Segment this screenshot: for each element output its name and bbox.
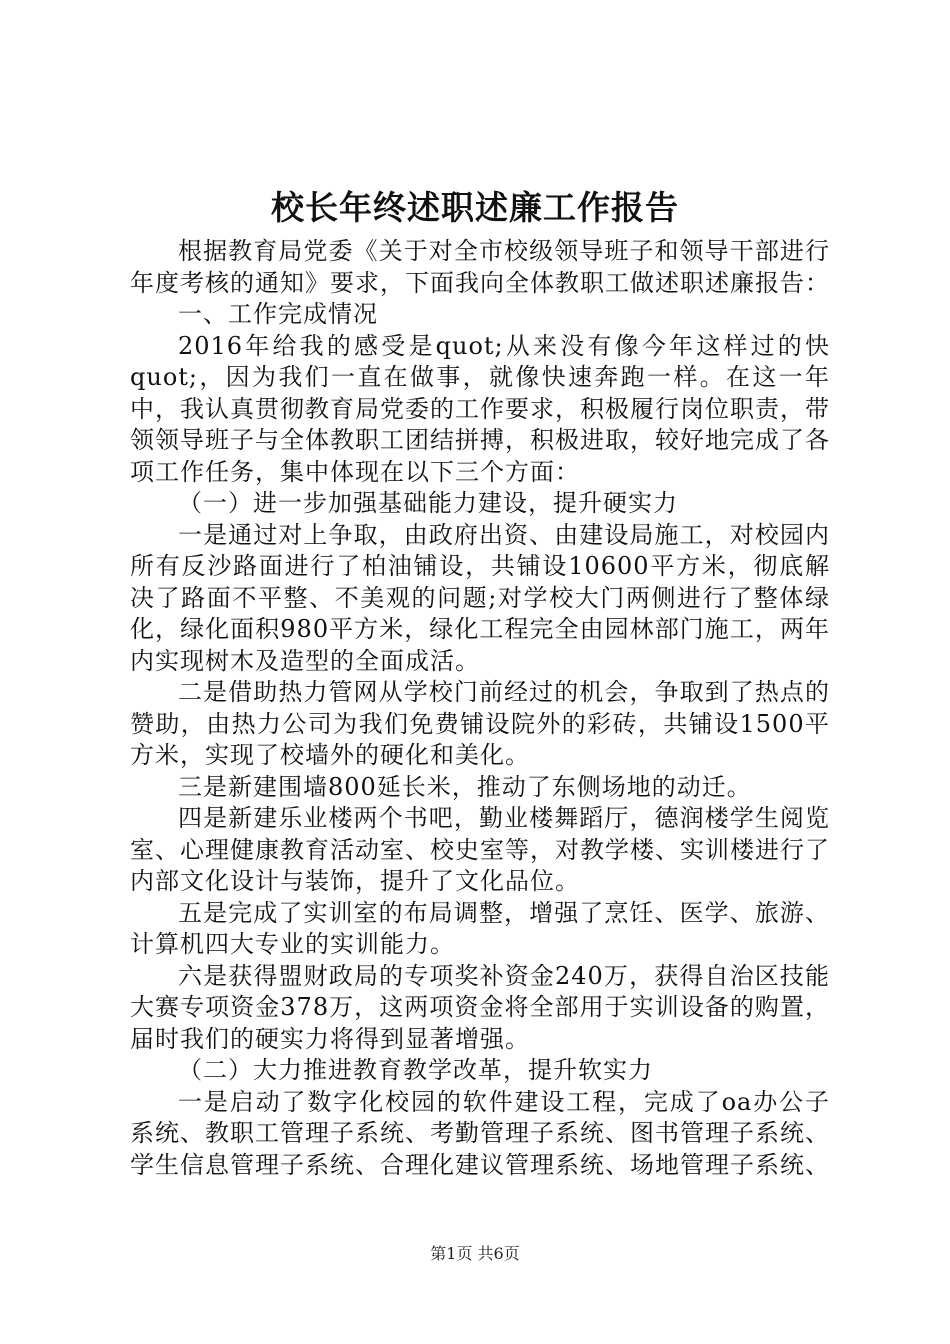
summary-paragraph: 2016年给我的感受是quot;从来没有像今年这样过的快quot;，因为我们一直在做事，就像快速奔跑一样。在这一年中，我认真贯彻教育局党委的工作要求，积极履行岗位职责，带领领导班子与全体教职工团结拼搏，积极进取，较好地完成了各项工作任务，集中体现在以下三个方面：	[130, 331, 830, 486]
page-number-footer: 第1页 共6页	[430, 1244, 520, 1263]
item-paragraph: 四是新建乐业楼两个书吧，勤业楼舞蹈厅，德润楼学生阅览室、心理健康教育活动室、校史室等，对教学楼、实训楼进行了内部文化设计与装饰，提升了文化品位。	[130, 804, 830, 895]
item-paragraph: 二是借助热力管网从学校门前经过的机会，争取到了热点的赞助，由热力公司为我们免费铺设院外的彩砖，共铺设1500平方米，实现了校墙外的硬化和美化。	[130, 678, 830, 769]
subsection-heading: （一）进一步加强基础能力建设，提升硬实力	[178, 489, 678, 517]
item-paragraph: 一是启动了数字化校园的软件建设工程，完成了oa办公子系统、教职工管理子系统、考勤管理子系统、图书管理子系统、学生信息管理子系统、合理化建议管理系统、场地管理子系统、	[130, 1087, 830, 1179]
item-paragraph: 一是通过对上争取，由政府出资、由建设局施工，对校园内所有反沙路面进行了柏油铺设，共铺设10600平方米，彻底解决了路面不平整、不美观的问题;对学校大门两侧进行了整体绿化，绿化面积980平方米，绿化工程完全由园林部门施工，两年内实现树木及造型的全面成活。	[130, 520, 830, 675]
item-paragraph: 三是新建围墙800延长米，推动了东侧场地的动迁。	[178, 772, 752, 801]
item-paragraph: 五是完成了实训室的布局调整，增强了烹饪、医学、旅游、计算机四大专业的实训能力。	[130, 898, 830, 958]
intro-paragraph: 根据教育局党委《关于对全市校级领导班子和领导干部进行年度考核的通知》要求，下面我向全体教职工做述职述廉报告：	[130, 237, 830, 297]
document-title: 校长年终述职述廉工作报告	[271, 188, 679, 227]
subsection-heading: （二）大力推进教育教学改革，提升软实力	[178, 1056, 653, 1084]
document-body	[130, 236, 830, 1181]
item-paragraph: 六是获得盟财政局的专项奖补资金240万，获得自治区技能大赛专项资金378万，这两项资金将全部用于实训设备的购置，届时我们的硬实力将得到显著增强。	[130, 961, 830, 1053]
section-heading: 一、工作完成情况	[178, 300, 378, 328]
